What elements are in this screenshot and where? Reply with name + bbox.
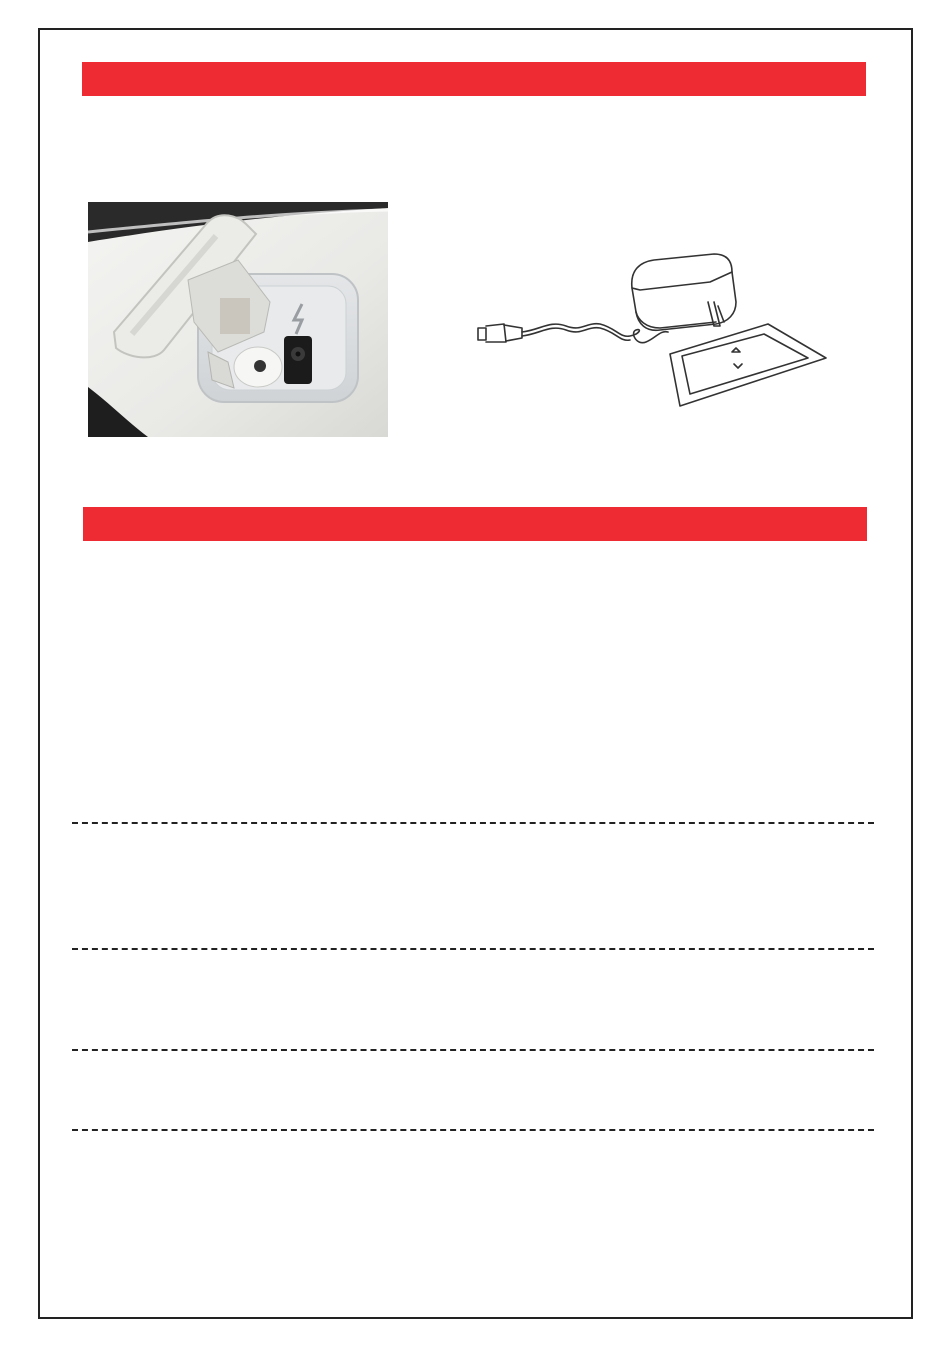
charger-adapter-sketch	[470, 250, 830, 415]
charging-port-photo	[88, 202, 388, 437]
dotted-divider	[72, 1049, 874, 1051]
section-header-bar	[83, 507, 867, 541]
dotted-divider	[72, 1129, 874, 1131]
section-header-bar	[82, 62, 866, 96]
charger-adapter-drawing	[470, 250, 830, 415]
dotted-divider	[72, 822, 874, 824]
charging-port-photo-drawing	[88, 202, 388, 437]
dotted-divider	[72, 948, 874, 950]
